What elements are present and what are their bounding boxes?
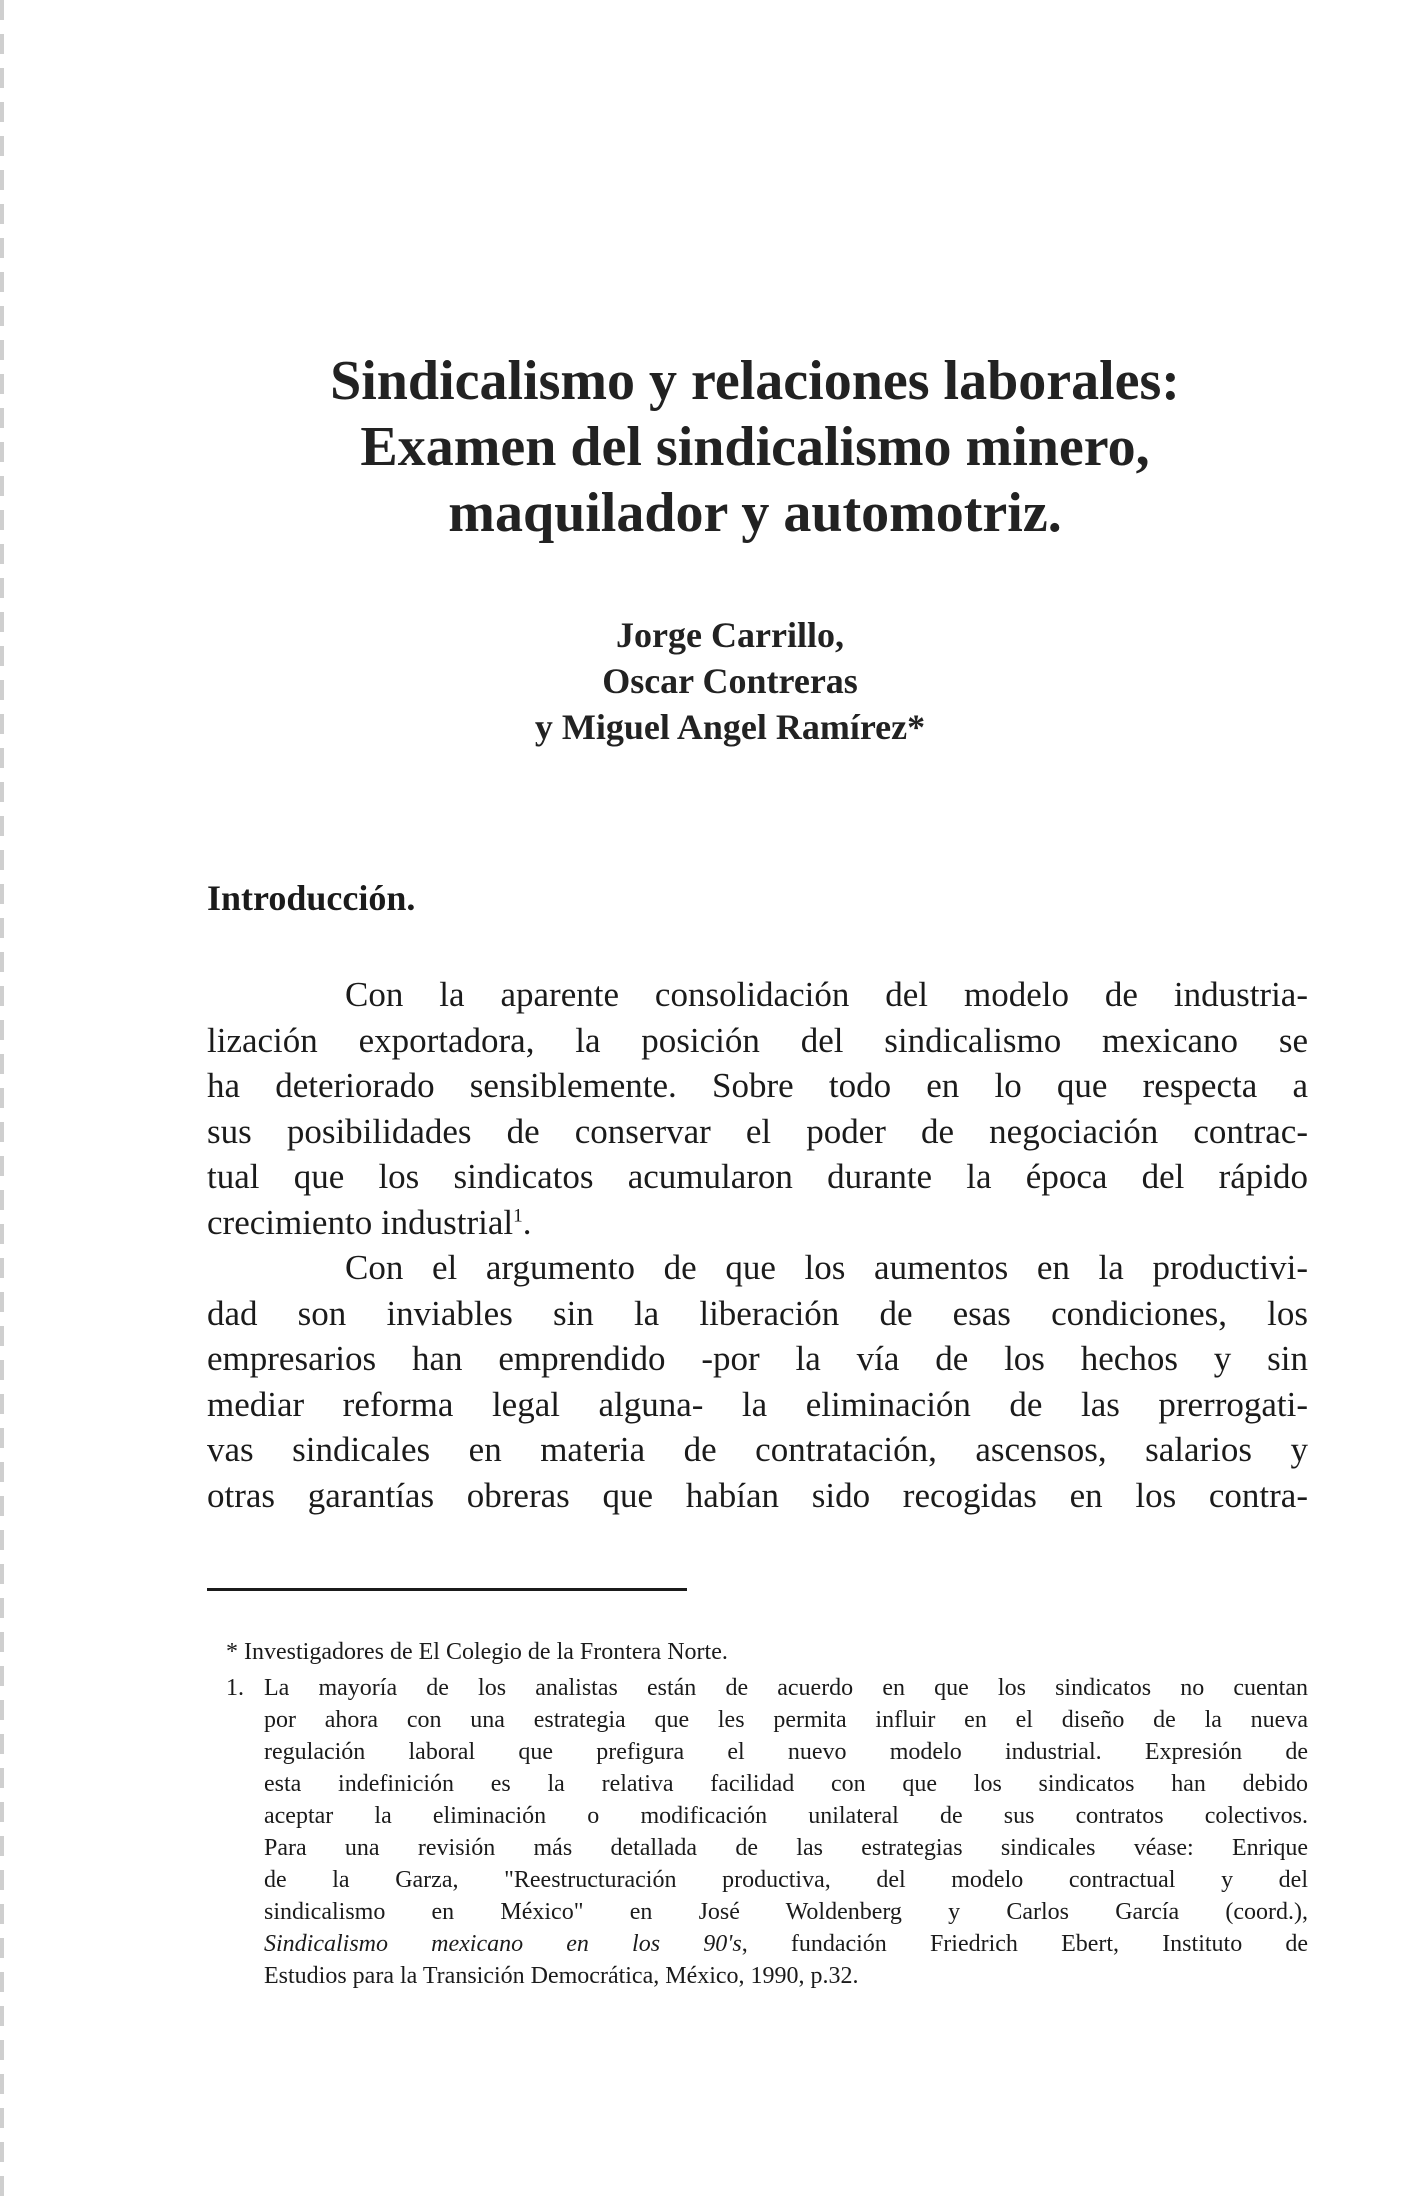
article-title — [220, 348, 1290, 546]
title-line: Sindicalismo y relaciones laborales: — [330, 350, 1180, 412]
footnote-line: de la Garza, "Reestructuración productiva, del modelo contractual y del — [264, 1867, 1308, 1893]
book-title: Sindicalismo mexicano en los 90's — [264, 1931, 742, 1957]
footnote-number: 1. — [226, 1675, 244, 1701]
footnote-divider — [207, 1588, 687, 1591]
page-scan-edge — [0, 0, 4, 2206]
footnote-affiliation: * Investigadores de El Colegio de la Frontera Norte. — [226, 1639, 728, 1665]
footnote-reference: 1 — [513, 1204, 523, 1226]
paragraph-line: ha deteriorado sensiblemente. Sobre todo en lo que respecta a — [207, 1066, 1308, 1105]
footnote-line: esta indefinición es la relativa facilidad con que los sindicatos han debido — [264, 1771, 1308, 1797]
citation-text: , fundación Friedrich Ebert, Instituto de — [741, 1931, 1308, 1957]
paragraph-line-end: . — [522, 1202, 532, 1242]
footnote-line: La mayoría de los analistas están de acuerdo en que los sindicatos no cuentan — [264, 1675, 1308, 1701]
footnotes — [226, 1636, 1308, 1992]
title-line: Examen del sindicalismo minero, — [360, 416, 1150, 478]
paragraph-line: vas sindicales en materia de contratación, ascensos, salarios y — [207, 1430, 1308, 1469]
paragraph-line: Con la aparente consolidación del modelo de industria- — [345, 975, 1308, 1014]
author-line: Oscar Contreras — [602, 661, 858, 701]
paragraph-line: lización exportadora, la posición del sindicalismo mexicano se — [207, 1020, 1308, 1060]
author-line: y Miguel Angel Ramírez* — [534, 707, 926, 747]
section-heading: Introducción. — [207, 878, 416, 918]
paragraph-line — [207, 1200, 1308, 1246]
paragraph-line: Con el argumento de que los aumentos en la productivi- — [345, 1248, 1308, 1287]
footnote-line — [264, 1928, 1308, 1960]
paragraph-line: mediar reforma legal alguna- la eliminación de las prerrogati- — [207, 1384, 1308, 1424]
footnote-1 — [226, 1672, 1308, 1992]
body-text — [207, 972, 1308, 1518]
footnote-line: Para una revisión más detallada de las estrategias sindicales véase: Enrique — [264, 1835, 1308, 1861]
author-line: Jorge Carrillo, — [616, 615, 844, 655]
footnote-line: regulación laboral que prefigura el nuevo modelo industrial. Expresión de — [264, 1739, 1308, 1765]
paragraph-line: otras garantías obreras que habían sido recogidas en los contra- — [207, 1475, 1308, 1515]
paragraph-line: sus posibilidades de conservar el poder de negociación contrac- — [207, 1111, 1308, 1151]
title-line: maquilador y automotriz. — [448, 482, 1062, 544]
paragraph-line: tual que los sindicatos acumularon durante la época del rápido — [207, 1157, 1308, 1196]
footnote-line: Estudios para la Transición Democrática, México, 1990, p.32. — [264, 1963, 859, 1989]
article-authors — [470, 612, 990, 750]
footnote-line: por ahora con una estrategia que les permita influir en el diseño de la nueva — [264, 1707, 1308, 1733]
footnote-line: aceptar la eliminación o modificación unilateral de sus contratos colectivos. — [264, 1803, 1308, 1829]
footnote-1-text — [264, 1672, 1308, 1992]
paragraph-line: empresarios han emprendido -por la vía de los hechos y sin — [207, 1339, 1308, 1378]
paragraph-line: dad son inviables sin la liberación de esas condiciones, los — [207, 1293, 1308, 1333]
paragraph-line-text: crecimiento industrial — [207, 1202, 514, 1242]
footnote-line: sindicalismo en México" en José Woldenberg y Carlos García (coord.), — [264, 1899, 1308, 1925]
